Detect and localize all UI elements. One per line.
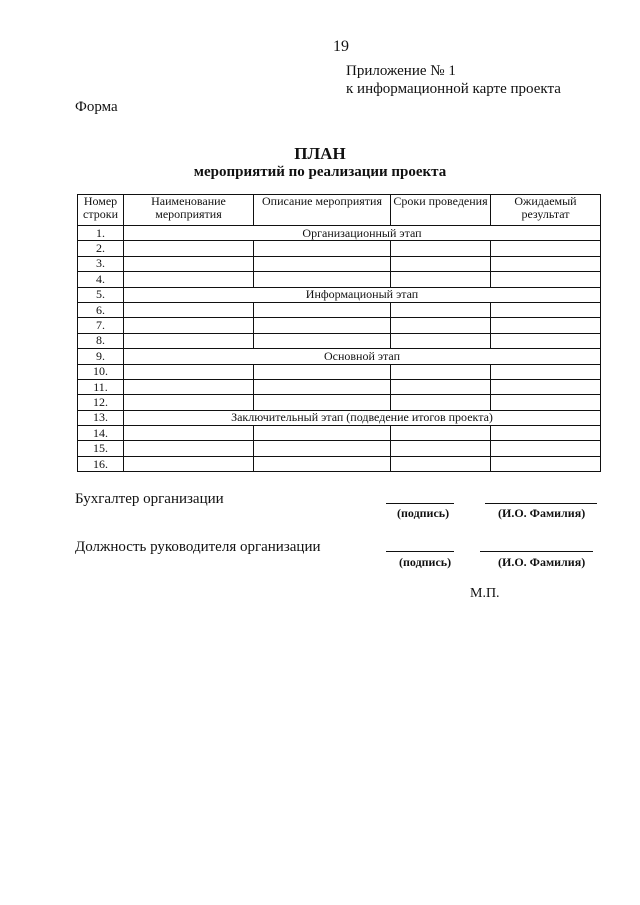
table-row [78, 441, 601, 456]
table-row [78, 456, 601, 471]
row-number-cell: 8. [78, 333, 124, 348]
empty-cell [254, 333, 391, 348]
head-signature-caption: (подпись) [399, 555, 452, 569]
empty-cell [254, 364, 391, 379]
empty-cell [254, 318, 391, 333]
page-number: 19 [333, 38, 349, 55]
document-title: ПЛАН [294, 144, 346, 163]
empty-cell [124, 379, 254, 394]
empty-cell [391, 441, 491, 456]
empty-cell [124, 441, 254, 456]
empty-cell [254, 241, 391, 256]
empty-cell [254, 272, 391, 287]
empty-cell [491, 256, 601, 271]
empty-cell [491, 272, 601, 287]
row-number-cell: 6. [78, 302, 124, 317]
empty-cell [254, 395, 391, 410]
empty-cell [124, 333, 254, 348]
empty-cell [391, 256, 491, 271]
row-number-cell: 3. [78, 256, 124, 271]
stage-header-cell: Основной этап [124, 349, 601, 364]
empty-cell [491, 302, 601, 317]
row-number-cell: 1. [78, 226, 124, 241]
stage-header-cell: Информационый этап [124, 287, 601, 302]
header-expected-result: Ожидаемый результат [491, 195, 601, 226]
head-position-label: Должность руководителя организации [75, 539, 321, 555]
table-row [78, 302, 601, 317]
row-number-cell: 15. [78, 441, 124, 456]
empty-cell [491, 241, 601, 256]
row-number-cell: 4. [78, 272, 124, 287]
empty-cell [124, 364, 254, 379]
accountant-signature-caption: (подпись) [397, 506, 450, 520]
empty-cell [391, 456, 491, 471]
empty-cell [391, 364, 491, 379]
empty-cell [254, 456, 391, 471]
table-row [78, 241, 601, 256]
row-number-cell: 14. [78, 426, 124, 441]
appendix-note [346, 62, 561, 98]
row-number-cell: 13. [78, 410, 124, 425]
empty-cell [254, 302, 391, 317]
empty-cell [254, 256, 391, 271]
empty-cell [491, 333, 601, 348]
stage-header-cell: Заключительный этап (подведение итогов проекта) [124, 410, 601, 425]
table-row [78, 226, 601, 241]
empty-cell [391, 318, 491, 333]
row-number-cell: 10. [78, 364, 124, 379]
header-timeline: Сроки проведения [391, 195, 491, 226]
empty-cell [124, 318, 254, 333]
table-row [78, 395, 601, 410]
table-header-row [78, 195, 601, 226]
header-event-name: Наименование мероприятия [124, 195, 254, 226]
form-label: Форма [75, 99, 118, 115]
stage-header-cell: Организационный этап [124, 226, 601, 241]
empty-cell [391, 302, 491, 317]
appendix-line-1: Приложение № 1 [346, 63, 456, 79]
empty-cell [491, 426, 601, 441]
row-number-cell: 5. [78, 287, 124, 302]
table-row [78, 318, 601, 333]
table-row [78, 333, 601, 348]
document-subtitle: мероприятий по реализации проекта [193, 164, 447, 180]
table-row [78, 379, 601, 394]
row-number-cell: 7. [78, 318, 124, 333]
stamp-placeholder: М.П. [470, 586, 500, 601]
empty-cell [254, 441, 391, 456]
empty-cell [491, 395, 601, 410]
empty-cell [391, 272, 491, 287]
table-row [78, 410, 601, 425]
empty-cell [491, 379, 601, 394]
row-number-cell: 12. [78, 395, 124, 410]
accountant-label: Бухгалтер организации [75, 491, 224, 507]
empty-cell [124, 395, 254, 410]
empty-cell [124, 256, 254, 271]
empty-cell [124, 272, 254, 287]
empty-cell [491, 441, 601, 456]
row-number-cell: 16. [78, 456, 124, 471]
row-number-cell: 9. [78, 349, 124, 364]
empty-cell [491, 364, 601, 379]
empty-cell [491, 456, 601, 471]
accountant-name-line [485, 503, 597, 504]
accountant-name-caption: (И.О. Фамилия) [498, 506, 586, 520]
empty-cell [124, 241, 254, 256]
row-number-cell: 2. [78, 241, 124, 256]
table-row [78, 287, 601, 302]
empty-cell [124, 426, 254, 441]
header-event-description: Описание мероприятия [254, 195, 391, 226]
empty-cell [391, 426, 491, 441]
empty-cell [391, 395, 491, 410]
empty-cell [254, 379, 391, 394]
empty-cell [391, 241, 491, 256]
plan-table [77, 194, 601, 472]
empty-cell [391, 333, 491, 348]
head-name-caption: (И.О. Фамилия) [498, 555, 586, 569]
row-number-cell: 11. [78, 379, 124, 394]
empty-cell [254, 426, 391, 441]
table-row [78, 426, 601, 441]
head-name-line [480, 551, 593, 552]
empty-cell [124, 456, 254, 471]
table-row [78, 364, 601, 379]
appendix-line-2: к информационной карте проекта [346, 81, 561, 97]
accountant-signature-line [386, 503, 454, 504]
empty-cell [491, 318, 601, 333]
table-row [78, 349, 601, 364]
table-row [78, 256, 601, 271]
empty-cell [124, 302, 254, 317]
empty-cell [391, 379, 491, 394]
head-signature-line [386, 551, 454, 552]
table-row [78, 272, 601, 287]
header-row-number: Номер строки [78, 195, 124, 226]
